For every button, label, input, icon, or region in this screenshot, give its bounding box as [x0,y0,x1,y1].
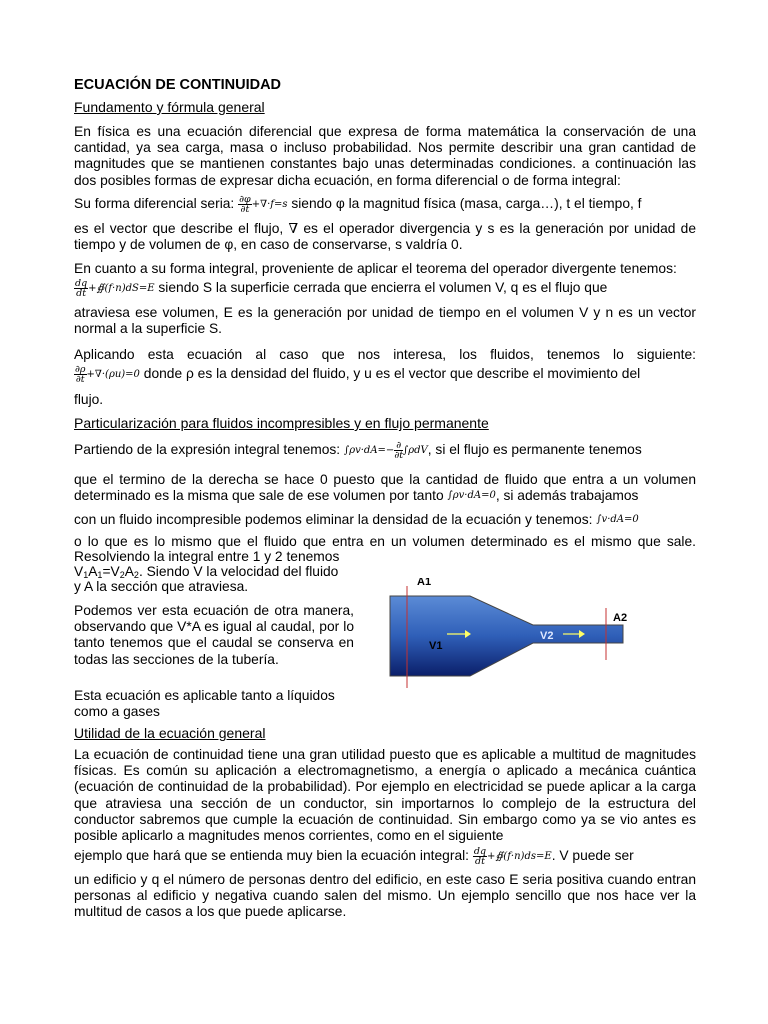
mass-flow-formula: ∫ρv·dA=− $\frac{\partial}{\partial t}$ ∫ρdV [343,440,428,461]
paragraph-utilidad: La ecuación de continuidad tiene una gran utilidad puesto que es aplicable a multitud de magnitudes físicas. Es común su aplicación a electromagnetismo, a energía o aplicado a mecánica cuántica (ecuación de continuidad de la probabilidad). Por ejemplo en electricidad se puede aplicar a la carga que atraviesa una sección de un conductor, sin importarnos lo complejo de la estructura del conductor sabremos que cumple la ecuación de continuidad. Sin embargo como ya se vio antes es posible aplicarlo a magnitudes menos corrientes, como en el siguiente [74,747,696,844]
text-vector-flujo: es el vector que describe el flujo, [74,221,284,236]
pipe-body [390,596,623,676]
text-densidad-fluido: donde ρ es la densidad del fluido, y u es el vector que describe el movimiento del [143,366,641,382]
incompressible-formula: ∫v·dA=0 [596,514,639,526]
text-flujo-permanente: , si el flujo es permanente tenemos [427,442,642,458]
label-v1: V1 [429,640,443,652]
text-determinado: determinado es la misma que sale de ese volumen por tanto [74,488,444,503]
label-a2: A2 [613,612,628,624]
text-siendo-v: . Siendo V la velocidad del fluido [138,564,339,579]
line-caso-fluidos: Aplicando esta ecuación al caso que nos interesa, los fluidos, tenemos lo siguiente: [74,347,696,362]
section-heading-utilidad: Utilidad de la ecuación general [74,725,266,741]
text-v-puede-ser: . V puede ser [551,848,634,864]
line-seccion: y A la sección que atraviesa. [74,579,249,594]
continuity-equation-text: $V_1A_1=V_2A_2$ [74,564,139,580]
paragraph-atraviesa-volumen: atraviesa ese volumen, E es la generación por unidad de tiempo en el volumen V y n es un vector normal a la superficie S. [74,305,696,337]
line-tiempo-volumen: tiempo y de volumen de φ, en caso de conservarse, s valdría 0. [74,237,463,252]
line-integral-formula [74,279,696,298]
steady-flow-formula: ∫ρv·dA=0 [447,490,496,502]
line-resolviendo: Resolviendo la integral entre 1 y 2 tenemos [74,549,340,564]
line-fluid-formula [74,365,696,384]
text-fluido-incompresible: con un fluido incompresible podemos eliminar la densidad de la ecuación y tenemos: [74,512,593,527]
fluid-continuity-formula: $\frac{\partial\rho}{\partial t}$ +∇·(ρu)=0 [75,364,140,385]
text-ejemplo: ejemplo que hará que se entienda muy bien la ecuación integral: [74,848,470,864]
line-flujo: flujo. [74,392,104,407]
line-por-tanto [74,488,696,504]
paragraph-intro: En física es una ecuación diferencial que expresa de forma matemática la conservación de una cantidad, ya sea carga, masa o incluso probabilidad. Nos permite describir una gran cantidad de magnitudes que se mantienen constantes bajo unas determinadas condiciones. a continuación las dos posibles formas de expresar dicha ecuación, en forma diferencial o de forma integral: [74,124,696,188]
text-ademas: , si además trabajamos [495,488,639,503]
text-partiendo: Partiendo de la expresión integral tenemos: [74,442,341,458]
line-expresion-integral [74,441,696,460]
page-title: ECUACIÓN DE CONTINUIDAD [74,77,282,93]
paragraph-edificio: un edificio y q el número de personas dentro del edificio, en este caso E seria positiva cuando entran personas al edificio y negativa cuando salen del mismo. Un ejemplo sencillo que nos hace ver la multitud de casos a los que puede aplicarse. [74,872,696,920]
line-ejemplo [74,847,696,866]
line-vector-flujo [74,221,696,237]
line-incompresible [74,512,696,528]
pipe-flow-diagram [385,578,645,690]
line-forma-integral: En cuanto a su forma integral, proveniente de aplicar el teorema del operador divergente tenemos: [74,261,677,276]
integral-formula-example: $\frac{dq}{dt}$ +∯(f·n)ds=E [473,846,552,867]
section-heading-particularizacion: Particularización para fluidos incompresibles y en flujo permanente [74,415,489,431]
section-heading-fundamento: Fundamento y fórmula general [74,99,265,115]
label-a1: A1 [417,578,432,588]
integral-formula: $\frac{dq}{dt}$ +∯(f·n)dS=E [75,278,155,299]
text-siendo-phi: siendo φ la magnitud física (masa, carga…), t el tiempo, f [291,196,642,212]
paragraph-caudal: Podemos ver esta ecuación de otra manera, observando que V*A es igual al caudal, por lo tanto tenemos que el caudal se conserva en todas las secciones de la tubería. [74,603,354,667]
text-operador-divergencia: es el operador divergencia y s es la generación por unidad de [303,221,696,236]
text-forma-diferencial: Su forma diferencial seria: [74,196,235,212]
paragraph-liquidos-gases: Esta ecuación es aplicable tanto a líquidos como a gases [74,688,335,720]
label-v2: V2 [540,630,554,642]
line-mismo-que-sale: o lo que es lo mismo que el fluido que entra en un volumen determinado es el mismo que sale. [74,534,696,549]
line-differential-form [74,195,696,214]
nabla-symbol-icon: ∇ [288,221,299,237]
differential-formula: $\frac{\partial\varphi}{\partial t}$ +∇·f=s [239,194,288,215]
line-termino-derecha: que el termino de la derecha se hace 0 puesto que la cantidad de fluido que entra a un volumen [74,472,696,487]
text-siendo-s: siendo S la superficie cerrada que encierra el volumen V, q es el flujo que [158,280,608,296]
